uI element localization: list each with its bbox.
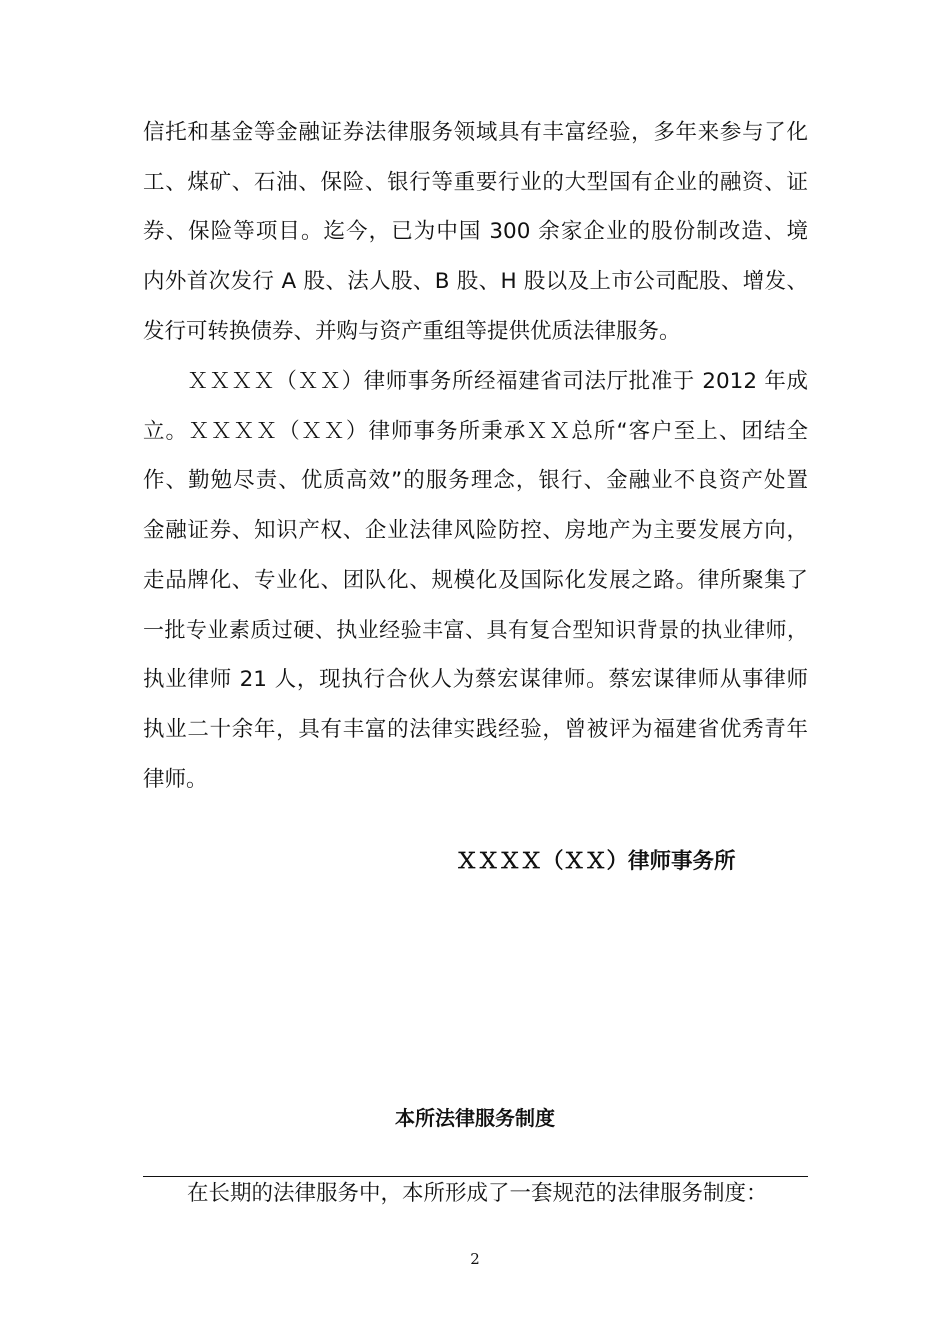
- paragraph-line: 金融证券、知识产权、企业法律风险防控、房地产为主要发展方向，: [143, 518, 808, 543]
- paragraph-line: 信托和基金等金融证券法律服务领域具有丰富经验，多年来参与了化: [143, 120, 808, 145]
- paragraph-line: 走品牌化、专业化、团队化、规模化及国际化发展之路。律所聚集了: [143, 568, 808, 593]
- horizontal-divider: [143, 1176, 808, 1177]
- paragraph-line: 券、保险等项目。迄今，已为中国 300 余家企业的股份制改造、境: [143, 219, 808, 244]
- paragraph-line: 发行可转换债券、并购与资产重组等提供优质法律服务。: [143, 319, 681, 344]
- section-intro: 在长期的法律服务中，本所形成了一套规范的法律服务制度：: [187, 1181, 768, 1206]
- paragraph-line: 作、勤勉尽责、优质高效”的服务理念，银行、金融业不良资产处置: [143, 468, 808, 493]
- paragraph-line: 内外首次发行 A 股、法人股、B 股、H 股以及上市公司配股、增发、: [143, 269, 808, 294]
- firm-signature: ＸＸＸＸ（ＸＸ）律师事务所: [456, 849, 736, 874]
- paragraph-line: 执业律师 21 人，现执行合伙人为蔡宏谋律师。蔡宏谋律师从事律师: [143, 667, 808, 692]
- section-title: 本所法律服务制度: [395, 1106, 555, 1130]
- paragraph-line: 律师。: [143, 767, 208, 792]
- paragraph-line: ＸＸＸＸ（ＸＸ）律师事务所经福建省司法厅批准于 2012 年成: [187, 369, 808, 394]
- page-number: 2: [470, 1250, 480, 1268]
- paragraph-line: 立。ＸＸＸＸ（ＸＸ）律师事务所秉承ＸＸ总所“客户至上、团结全: [143, 419, 808, 444]
- paragraph-line: 工、煤矿、石油、保险、银行等重要行业的大型国有企业的融资、证: [143, 170, 808, 195]
- paragraph-line: 一批专业素质过硬、执业经验丰富、具有复合型知识背景的执业律师，: [143, 618, 808, 642]
- paragraph-line: 执业二十余年，具有丰富的法律实践经验，曾被评为福建省优秀青年: [143, 717, 808, 742]
